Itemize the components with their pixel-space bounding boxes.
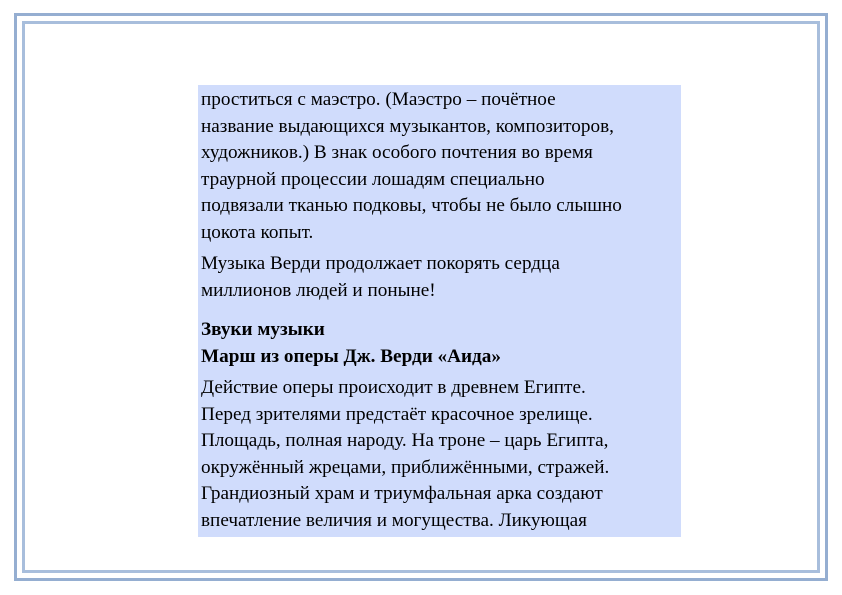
text-line: траурной процессии лошадям специально	[201, 168, 545, 190]
section-subheading	[201, 344, 678, 371]
text-line: окружённый жрецами, приближёнными, стражей.	[201, 456, 610, 478]
paragraph-aida-description	[201, 375, 678, 534]
heading-text: Звуки музыки	[201, 319, 325, 340]
text-line: цокота копыт.	[201, 221, 314, 243]
text-line: Музыка Верди продолжает покорять сердца	[201, 253, 560, 274]
text-line: Действие оперы происходит в древнем Египте.	[201, 377, 586, 398]
text-block	[198, 85, 681, 537]
text-line: впечатление величия и могущества. Ликующая	[201, 509, 587, 531]
text-line: название выдающихся музыкантов, композиторов,	[201, 115, 614, 137]
section-heading	[201, 317, 678, 344]
text-line: проститься с маэстро. (Маэстро – почётное	[201, 89, 556, 110]
text-line: миллионов людей и поныне!	[201, 279, 436, 301]
text-line: художников.) В знак особого почтения во время	[201, 142, 593, 163]
subheading-text: Марш из оперы Дж. Верди «Аида»	[201, 345, 501, 367]
text-line: Грандиозный храм и триумфальная арка создают	[201, 483, 603, 504]
text-line: Перед зрителями предстаёт красочное зрелище.	[201, 403, 593, 425]
text-line: Площадь, полная народу. На троне – царь Египта,	[201, 430, 609, 451]
paragraph-verdi-funeral	[201, 87, 678, 246]
paragraph-verdi-legacy	[201, 251, 678, 304]
text-line: подвязали тканью подковы, чтобы не было слышно	[201, 195, 622, 216]
